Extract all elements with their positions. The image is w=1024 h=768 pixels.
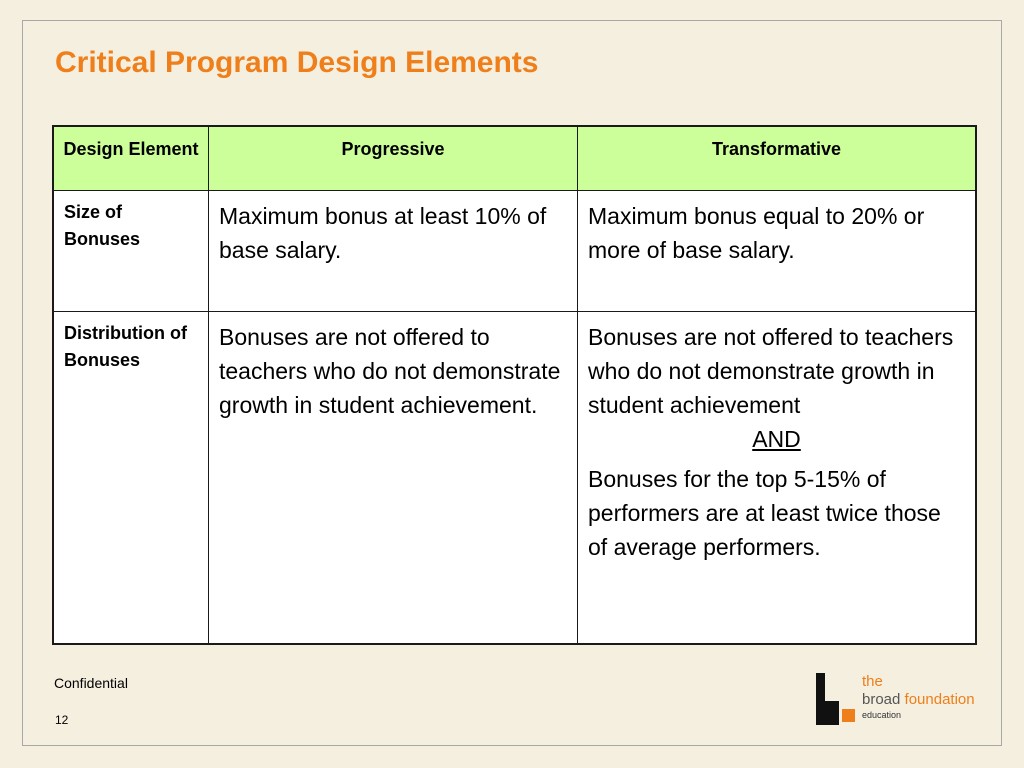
logo-mark-bowl — [825, 701, 839, 725]
slide-title: Critical Program Design Elements — [55, 46, 539, 79]
header-progressive: Progressive — [209, 127, 578, 191]
row-label-size: Size of Bonuses — [54, 191, 209, 312]
logo-mark-stem — [816, 673, 825, 725]
row-label-distribution: Distribution of Bonuses — [54, 312, 209, 643]
cell-distribution-progressive: Bonuses are not offered to teachers who do not demonstrate growth in student achievement. — [209, 312, 578, 643]
distribution-transformative-part2: Bonuses for the top 5-15% of performers are at least twice those of average performers. — [588, 466, 941, 560]
cell-size-transformative: Maximum bonus equal to 20% or more of base salary. — [578, 191, 975, 312]
design-elements-table — [52, 125, 977, 645]
cell-distribution-transformative — [578, 312, 975, 643]
header-design-element: Design Element — [54, 127, 209, 191]
page-number: 12 — [55, 713, 69, 727]
header-transformative: Transformative — [578, 127, 975, 191]
logo-wordmark — [862, 673, 975, 709]
distribution-transformative-part1: Bonuses are not offered to teachers who do not demonstrate growth in student achievement — [588, 324, 954, 418]
logo-word-the: the — [862, 673, 883, 690]
logo-word-broad: broad — [862, 691, 901, 708]
cell-size-progressive: Maximum bonus at least 10% of base salary. — [209, 191, 578, 312]
logo-word-foundation: foundation — [904, 691, 975, 708]
logo-mark-square — [842, 709, 855, 722]
logo-word-education: education — [862, 710, 902, 720]
confidential-label: Confidential — [54, 675, 128, 691]
and-connector: AND — [752, 426, 801, 452]
